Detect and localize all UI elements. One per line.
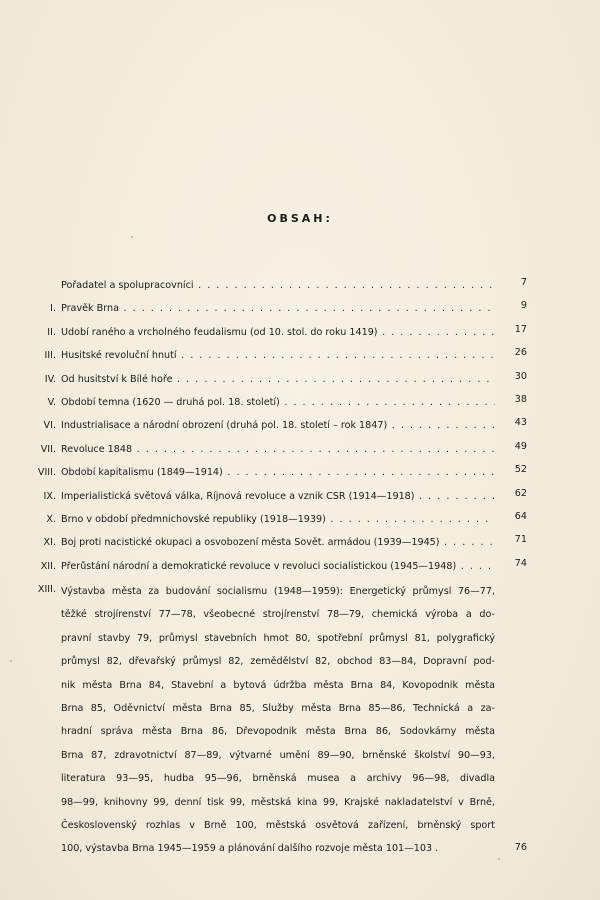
entry-line: literatura 93—95, hudba 95—96, brněnská musea a archivy 96—98, divadla xyxy=(61,773,495,785)
entry-title: Imperialistická světová válka, Říjnová revoluce a vznik ČSR (1914—1918) . . xyxy=(61,491,495,503)
entry-line: průmysl 82, dřevařský průmysl 82, zemědělství 82, obchod 83—84, Dopravní pod- xyxy=(61,656,495,668)
entry-line: hradní správa města Brna 86, Dřevopodnik města Brna 86, Sodovkárny města xyxy=(61,726,495,738)
entry-page: 49 xyxy=(514,440,527,452)
toc-entry xyxy=(0,463,600,486)
toc-entry xyxy=(0,346,600,369)
toc-entry xyxy=(0,510,600,533)
toc-entry xyxy=(0,557,600,580)
entry-number: VI. xyxy=(43,420,56,432)
entry-line: těžké strojírenství 77—78, všeobecné strojírenství 78—79, chemická výroba a do- xyxy=(61,609,495,621)
entry-title: Pravěk Brna . . xyxy=(61,303,495,315)
entry-line: Brna 85, Oděvnictví města Brna 85, Služby města Brna 85—86, Technická a za- xyxy=(61,703,495,715)
entry-number: XII. xyxy=(40,560,56,572)
entry-line: 98—99, knihovny 99, denní tisk 99, městská kina 99, Krajské nakladatelství v Brně, xyxy=(61,796,495,808)
table-of-contents xyxy=(0,276,600,855)
entry-number: IV. xyxy=(44,373,56,385)
entry-title: Revoluce 1848 . . xyxy=(61,444,495,456)
entry-number: II. xyxy=(47,326,56,338)
entry-page: 43 xyxy=(514,417,527,429)
entry-page: 17 xyxy=(514,323,527,335)
entry-page: 38 xyxy=(514,393,527,405)
paper-speck xyxy=(131,236,133,238)
entry-page: 52 xyxy=(514,464,527,476)
toc-entry xyxy=(0,533,600,556)
toc-entry xyxy=(0,323,600,346)
entry-title: Industrialisace a národní obrození (druhá pol. 18. století – rok 1847) . . xyxy=(61,420,495,432)
entry-line: pravní stavby 79, průmysl stavebních hmot 80, spotřební průmysl 81, polygrafický xyxy=(61,632,495,644)
entry-title: Období kapitalismu (1849—1914) . . xyxy=(61,467,495,479)
entry-line: 100, výstavba Brna 1945—1959 a plánování dalšího rozvoje města 101—103 . xyxy=(61,843,439,855)
entry-line: Výstavba města za budování socialismu (1948—1959): Energetický průmysl 76—77, xyxy=(61,586,495,598)
entry-title-multiline xyxy=(61,580,495,861)
page-heading: OBSAH: xyxy=(267,212,333,225)
entry-title: Husitské revoluční hnutí . . xyxy=(61,350,495,362)
entry-page: 74 xyxy=(514,557,527,569)
paper-speck xyxy=(498,858,500,860)
entry-number: IX. xyxy=(43,490,56,502)
entry-page: 26 xyxy=(514,347,527,359)
toc-entry xyxy=(0,370,600,393)
entry-title: Přerůstání národní a demokratické revoluce v revoluci socialistickou (1945—1948) . . xyxy=(61,561,495,573)
entry-title: Brno v období předmnichovské republiky (1918—1939) . . xyxy=(61,514,495,526)
entry-page: 76 xyxy=(514,842,527,854)
entry-line: nik města Brna 84, Stavební a bytová údržba města Brna 84, Kovopodnik města xyxy=(61,679,495,691)
entry-page: 64 xyxy=(514,510,527,522)
toc-entry xyxy=(0,416,600,439)
entry-number: VII. xyxy=(40,443,56,455)
entry-number: V. xyxy=(47,396,56,408)
entry-page: 30 xyxy=(514,370,527,382)
entry-page: 62 xyxy=(514,487,527,499)
entry-title: Údobí raného a vrcholného feudalismu (od 10. stol. do roku 1419) . . xyxy=(61,327,495,339)
paper-speck xyxy=(10,660,12,662)
entry-title: Pořadatel a spolupracovníci . . xyxy=(61,280,495,292)
entry-line: Brna 87, zdravotnictví 87—89, výtvarné umění 89—90, brněnské školství 90—93, xyxy=(61,749,495,761)
entry-number: III. xyxy=(44,350,56,362)
entry-title: Od husitství k Bílé hoře . . xyxy=(61,374,495,386)
entry-page: 71 xyxy=(514,534,527,546)
entry-title: Boj proti nacistické okupaci a osvobození města Sovět. armádou (1939—1945) . . xyxy=(61,537,495,549)
entry-page: 7 xyxy=(520,277,527,288)
toc-entry xyxy=(0,393,600,416)
entry-number: X. xyxy=(46,513,56,525)
entry-number: XI. xyxy=(43,537,56,549)
entry-page: 9 xyxy=(520,300,527,312)
entry-number: VIII. xyxy=(37,467,56,479)
entry-number: XIII. xyxy=(37,584,56,596)
entry-title: Období temna (1620 — druhá pol. 18. století) . . xyxy=(61,397,495,409)
toc-entry xyxy=(0,440,600,463)
toc-entry xyxy=(0,299,600,322)
entry-number: I. xyxy=(50,303,56,315)
toc-entry xyxy=(0,487,600,510)
entry-line: Československý rozhlas v Brně 100, městská osvětová zařízení, brněnský sport xyxy=(61,819,495,831)
toc-entry xyxy=(0,276,600,299)
